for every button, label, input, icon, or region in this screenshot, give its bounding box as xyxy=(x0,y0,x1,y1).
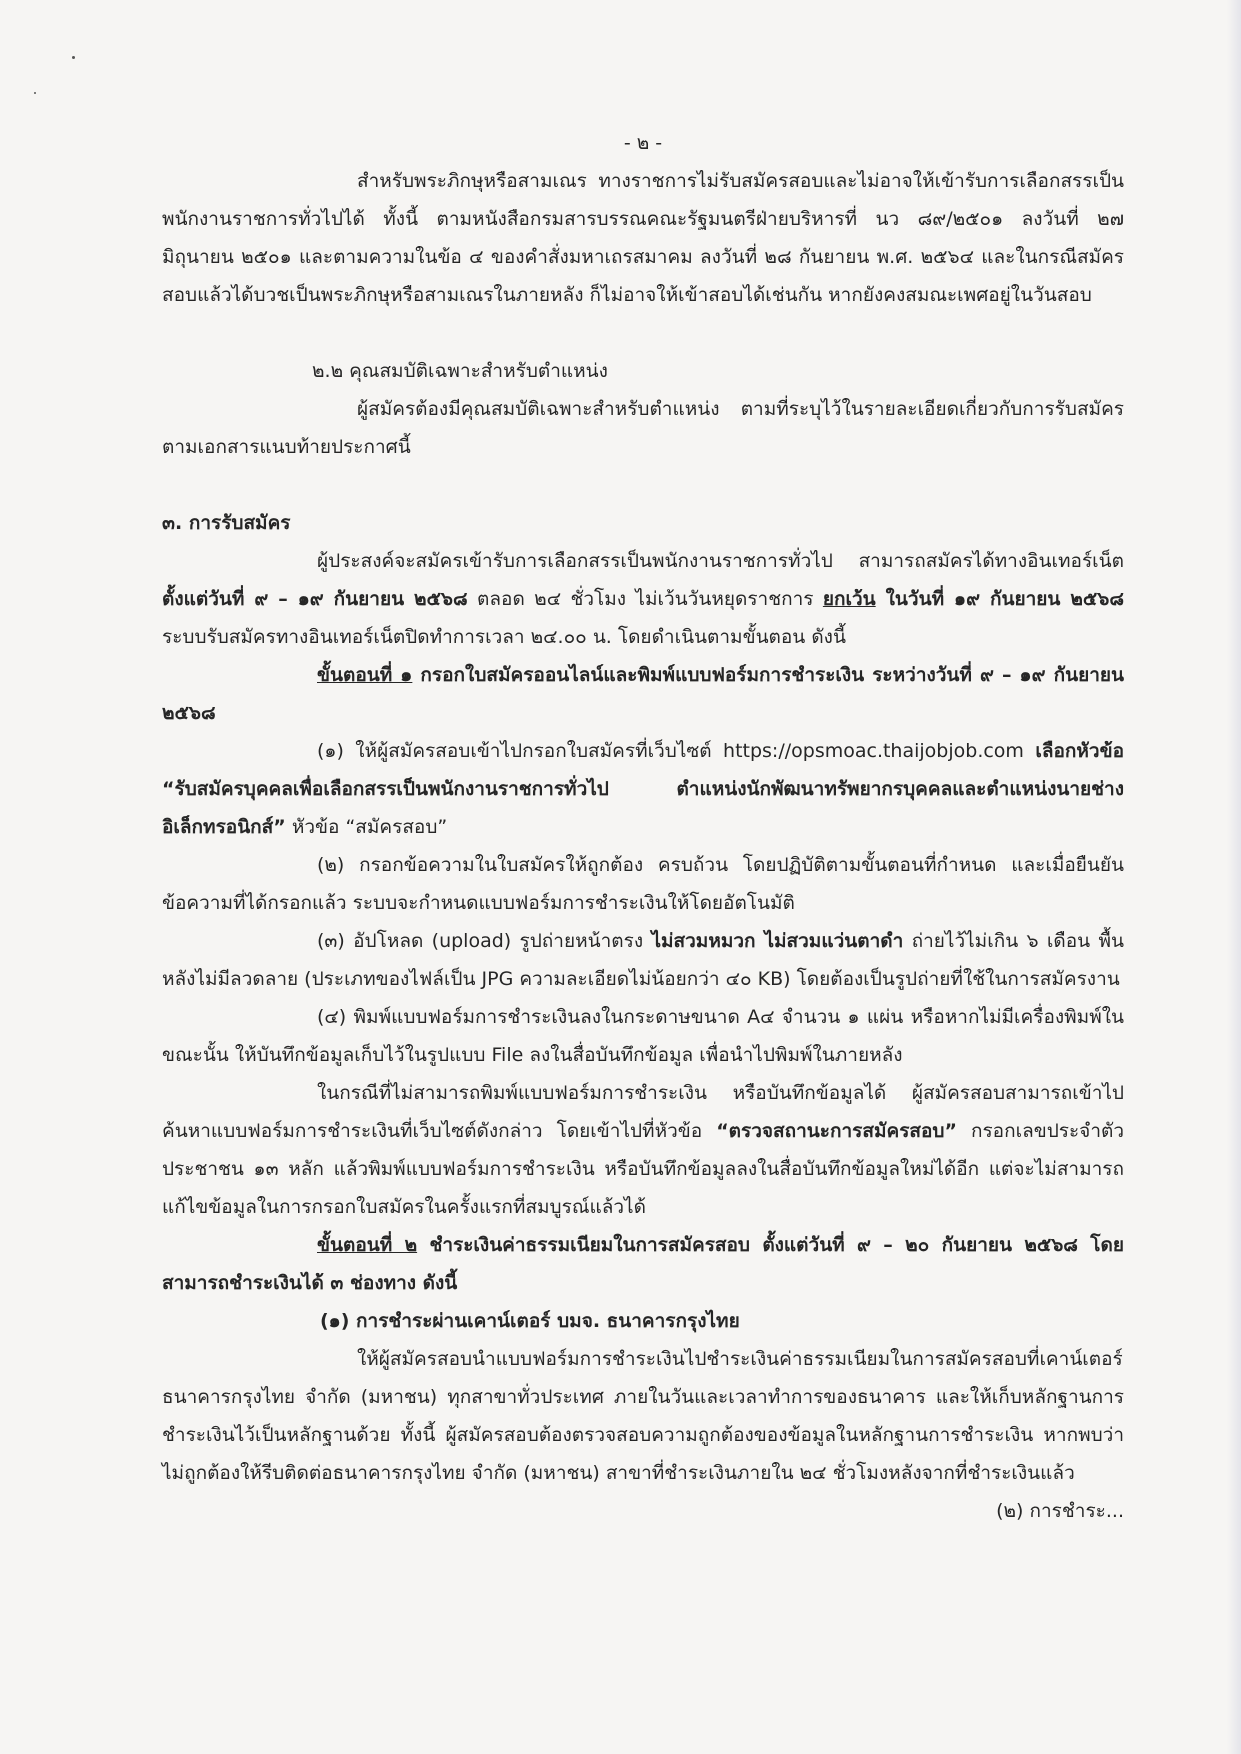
step-2-label: ขั้นตอนที่ ๒ xyxy=(317,1234,418,1256)
scan-edge xyxy=(1227,0,1241,1754)
scan-speck xyxy=(34,92,36,94)
page-number: - ๒ - xyxy=(623,132,663,154)
payment-1-title: (๑) การชำระผ่านเคาน์เตอร์ บมจ. ธนาคารกรุงไทย xyxy=(320,1310,740,1332)
step-1-label: ขั้นตอนที่ ๑ xyxy=(317,664,413,686)
section-3-title: ๓. การรับสมัคร xyxy=(162,512,291,534)
step-2: ขั้นตอนที่ ๒ ชำระเงินค่าธรรมเนียมในการสมัครสอบ ตั้งแต่วันที่ ๙ – ๒๐ กันยายน ๒๕๖๘ โดยสามารถชำระเงินได้ ๓ ช่องทาง ดังนี้ xyxy=(162,1234,1124,1294)
step-1: ขั้นตอนที่ ๑ กรอกใบสมัครออนไลน์และพิมพ์แบบฟอร์มการชำระเงิน ระหว่างวันที่ ๙ – ๑๙ กันยายน ๒๕๖๘ xyxy=(162,664,1124,724)
section-2-2-title: ๒.๒ คุณสมบัติเฉพาะสำหรับตำแหน่ง xyxy=(312,360,608,382)
section-3-body: ผู้ประสงค์จะสมัครเข้ารับการเลือกสรรเป็นพนักงานราชการทั่วไป สามารถสมัครได้ทางอินเทอร์เน็ต ตั้งแต่วันที่ ๙ – ๑๙ กันยายน ๒๕๖๘ ตลอด ๒๔ ชั่วโมง ไม่เว้นวันหยุดราชการ ยกเว้น ในวันที่ ๑๙ กันยายน ๒๕๖๘ ระบบรับสมัครทางอินเทอร์เน็ตปิดทำการเวลา ๒๔.๐๐ น. โดยดำเนินตามขั้นตอน ดังนี้ xyxy=(162,550,1125,648)
item-1: (๑) ให้ผู้สมัครสอบเข้าไปกรอกใบสมัครที่เว็บไซต์ https://opsmoac.thaijobjob.com เลือกหัวข้อ “รับสมัครบุคคลเพื่อเลือกสรรเป็นพนักงานราชการทั่วไป ตำแหน่งนักพัฒนาทรัพยากรบุคคลและตำแหน่งนายช่างอิเล็กทรอนิกส์” หัวข้อ “สมัครสอบ” xyxy=(162,740,1124,838)
item-2: (๒) กรอกข้อความในใบสมัครให้ถูกต้อง ครบถ้วน โดยปฏิบัติตามขั้นตอนที่กำหนด และเมื่อยืนยันข้อความที่ได้กรอกแล้ว ระบบจะกำหนดแบบฟอร์มการชำระเงินให้โดยอัตโนมัติ xyxy=(162,854,1124,914)
section-2-2-body: ผู้สมัครต้องมีคุณสมบัติเฉพาะสำหรับตำแหน่ง ตามที่ระบุไว้ในรายละเอียดเกี่ยวกับการรับสมัครตามเอกสารแนบท้ายประกาศนี้ xyxy=(162,398,1124,458)
scan-speck xyxy=(72,56,75,59)
document-body xyxy=(162,124,1124,1530)
application-period: ตั้งแต่วันที่ ๙ – ๑๙ กันยายน ๒๕๖๘ xyxy=(162,588,468,610)
next-page-marker: (๒) การชำระ... xyxy=(996,1500,1124,1522)
item-3: (๓) อัปโหลด (upload) รูปถ่ายหน้าตรง ไม่สวมหมวก ไม่สวมแว่นตาดำ ถ่ายไว้ไม่เกิน ๖ เดือน พื้นหลังไม่มีลวดลาย (ประเภทของไฟล์เป็น JPG ความละเอียดไม่น้อยกว่า ๔๐ KB) โดยต้องเป็นรูปถ่ายที่ใช้ในการสมัครงาน xyxy=(162,930,1124,990)
item-4: (๔) พิมพ์แบบฟอร์มการชำระเงินลงในกระดาษขนาด A๔ จำนวน ๑ แผ่น หรือหากไม่มีเครื่องพิมพ์ในขณะนั้น ให้บันทึกข้อมูลเก็บไว้ในรูปแบบ File ลงในสื่อบันทึกข้อมูล เพื่อนำไปพิมพ์ในภายหลัง xyxy=(162,1006,1124,1066)
except-label: ยกเว้น xyxy=(822,588,876,610)
item-5: ในกรณีที่ไม่สามารถพิมพ์แบบฟอร์มการชำระเงิน หรือบันทึกข้อมูลได้ ผู้สมัครสอบสามารถเข้าไปค้นหาแบบฟอร์มการชำระเงินที่เว็บไซต์ดังกล่าว โดยเข้าไปที่หัวข้อ “ตรวจสถานะการสมัครสอบ” กรอกเลขประจำตัวประชาชน ๑๓ หลัก แล้วพิมพ์แบบฟอร์มการชำระเงิน หรือบันทึกข้อมูลลงในสื่อบันทึกข้อมูลใหม่ได้อีก แต่จะไม่สามารถแก้ไขข้อมูลในการกรอกใบสมัครในครั้งแรกที่สมบูรณ์แล้วได้ xyxy=(162,1082,1124,1218)
paragraph-monk-rule: สำหรับพระภิกษุหรือสามเณร ทางราชการไม่รับสมัครสอบและไม่อาจให้เข้ารับการเลือกสรรเป็นพนักงานราชการทั่วไปได้ ทั้งนี้ ตามหนังสือกรมสารบรรณคณะรัฐมนตรีฝ่ายบริหารที่ นว ๘๙/๒๕๐๑ ลงวันที่ ๒๗ มิถุนายน ๒๕๐๑ และตามความในข้อ ๔ ของคำสั่งมหาเถรสมาคม ลงวันที่ ๒๘ กันยายน พ.ศ. ๒๕๖๔ และในกรณีสมัครสอบแล้วได้บวชเป็นพระภิกษุหรือสามเณรในภายหลัง ก็ไม่อาจให้เข้าสอบได้เช่นกัน หากยังคงสมณะเพศอยู่ในวันสอบ xyxy=(162,170,1124,306)
payment-1-body: ให้ผู้สมัครสอบนำแบบฟอร์มการชำระเงินไปชำระเงินค่าธรรมเนียมในการสมัครสอบที่เคาน์เตอร์ ธนาคารกรุงไทย จำกัด (มหาชน) ทุกสาขาทั่วประเทศ ภายในวันและเวลาทำการของธนาคาร และให้เก็บหลักฐานการชำระเงินไว้เป็นหลักฐานด้วย ทั้งนี้ ผู้สมัครสอบต้องตรวจสอบความถูกต้องของข้อมูลในหลักฐานการชำระเงิน หากพบว่าไม่ถูกต้องให้รีบติดต่อธนาคารกรุงไทย จำกัด (มหาชน) สาขาที่ชำระเงินภายใน ๒๔ ชั่วโมงหลังจากที่ชำระเงินแล้ว xyxy=(162,1348,1124,1484)
